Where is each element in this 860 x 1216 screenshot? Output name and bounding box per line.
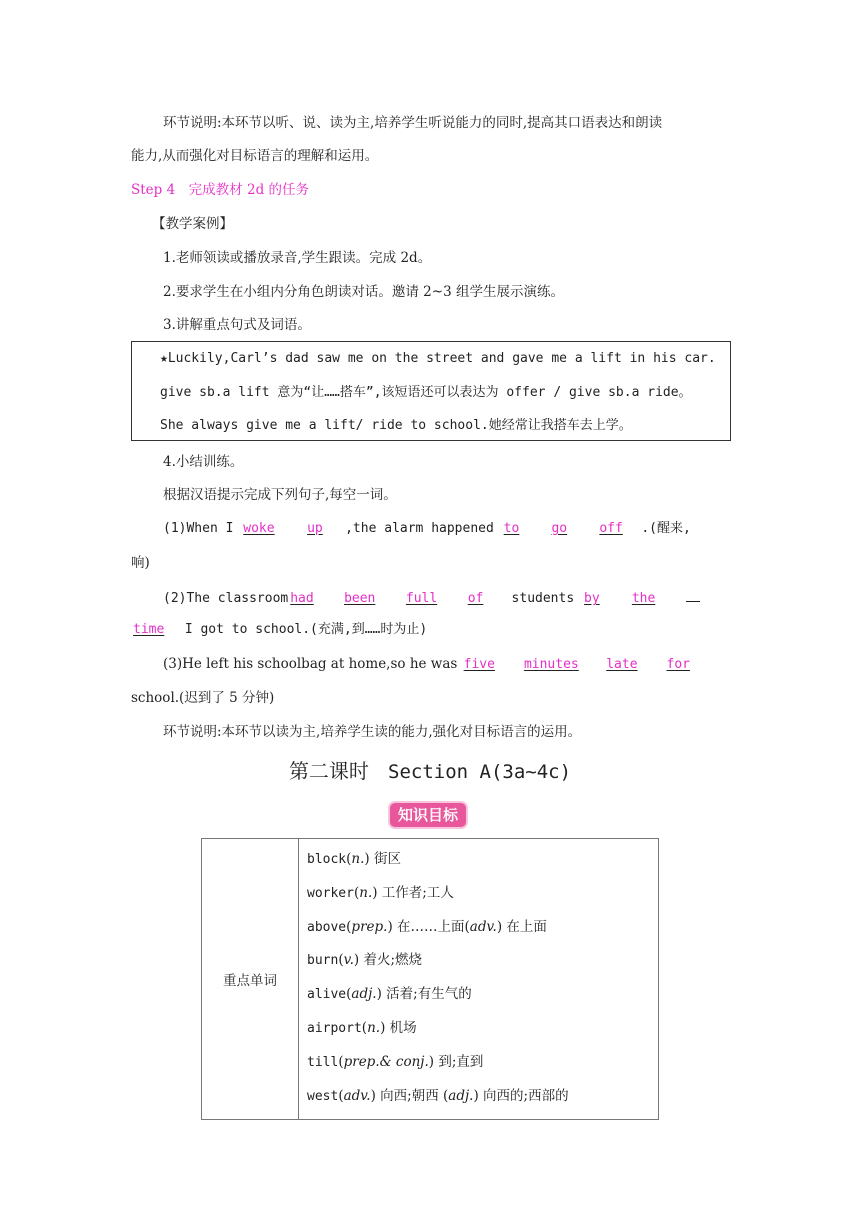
table-row <box>202 839 659 1120</box>
q1-answer-1: woke <box>243 521 275 536</box>
knowledge-target-badge: 知识目标 <box>390 803 466 827</box>
q2-answer-1: had <box>290 591 314 606</box>
q2-answer-6: the <box>631 591 656 606</box>
vocab-word: burn(v.) 着火;燃烧 <box>307 952 423 969</box>
q2-answer-5: by <box>584 591 600 606</box>
vocab-word: above(prep.) 在……上面(adv.) 在上面 <box>307 918 547 935</box>
q1-answer-2: up <box>307 521 323 536</box>
lesson-title <box>0 758 860 785</box>
step-title: Step 4 完成教材 2d 的任务 <box>131 182 309 198</box>
vocab-word: block(n.) 街区 <box>307 851 401 867</box>
q2-answer-7: time <box>133 622 165 637</box>
q1-answer-5: off <box>599 521 623 536</box>
example-sentence: She always give me a lift/ ride to school.她经常让我搭车去上学。 <box>160 418 632 433</box>
q2-blank-continued <box>686 587 700 602</box>
q3-continuation: school.(迟到了 5 分钟) <box>131 690 275 706</box>
key-sentence: ★Luckily,Carl’s dad saw me on the street and gave me a lift in his car. <box>160 351 716 366</box>
q1-continuation: 响) <box>131 555 150 571</box>
step-item-2: 2.要求学生在小组内分角色朗读对话。邀请 2~3 组学生展示演练。 <box>163 284 564 300</box>
q3-answer-3: late <box>606 657 638 672</box>
key-sentence-box <box>131 341 731 441</box>
q2-answer-4: of <box>467 591 484 606</box>
vocab-word: till(prep.& conj.) 到;直到 <box>307 1053 484 1070</box>
exercise-instruction: 根据汉语提示完成下列句子,每空一词。 <box>163 487 397 503</box>
exercise-question-1 <box>163 519 691 539</box>
q1-prefix: (1)When I <box>163 521 234 536</box>
q1-answer-4: go <box>551 521 568 536</box>
q2-answer-2: been <box>344 591 376 606</box>
case-title: 【教学案例】 <box>152 216 233 232</box>
q2-middle: students <box>511 591 575 606</box>
step-item-4: 4.小结训练。 <box>163 454 244 470</box>
vocab-word: west(adv.) 向西;朝西 (adj.) 向西的;西部的 <box>307 1087 569 1104</box>
intro-note-line-1: 环节说明:本环节以听、说、读为主,培养学生听说能力的同时,提高其口语表达和朗读 <box>163 115 663 131</box>
step-item-1: 1.老师领读或播放录音,学生跟读。完成 2d。 <box>163 250 432 266</box>
q2-suffix: I got to school.(充满,到……时为止) <box>184 622 428 637</box>
exercise-question-2 <box>163 587 700 609</box>
q1-answer-3: to <box>503 521 520 536</box>
phrase-explanation: give sb.a lift 意为“让……搭车”,该短语还可以表达为 offer / give sb.a ride。 <box>160 385 692 400</box>
intro-note-line-2: 能力,从而强化对目标语言的理解和运用。 <box>131 148 379 164</box>
step-item-3: 3.讲解重点句式及词语。 <box>163 317 311 333</box>
vocabulary-table <box>201 838 659 1120</box>
vocab-category: 重点单词 <box>202 839 299 1120</box>
q3-answer-1: five <box>463 657 495 672</box>
q2-prefix: (2)The classroom <box>163 591 289 606</box>
lesson-section: Section A(3a~4c) <box>388 761 572 783</box>
lesson-title-cn: 第二课时 <box>288 759 369 783</box>
vocab-word: airport(n.) 机场 <box>307 1019 417 1036</box>
q3-answer-4: for <box>666 657 691 672</box>
q3-answer-2: minutes <box>523 657 579 672</box>
q2-continuation <box>131 620 427 640</box>
q3-prefix: (3)He left his schoolbag at home,so he was <box>163 656 458 672</box>
q2-answer-3: full <box>405 591 438 606</box>
vocab-word: worker(n.) 工作者;工人 <box>307 884 454 901</box>
q1-suffix: .(醒来, <box>641 521 691 536</box>
end-note: 环节说明:本环节以读为主,培养学生读的能力,强化对目标语言的运用。 <box>163 724 582 740</box>
q1-middle: ,the alarm happened <box>345 521 494 536</box>
vocab-word-list <box>299 839 659 1120</box>
vocab-word: alive(adj.) 活着;有生气的 <box>307 986 472 1003</box>
exercise-question-3 <box>163 654 703 675</box>
